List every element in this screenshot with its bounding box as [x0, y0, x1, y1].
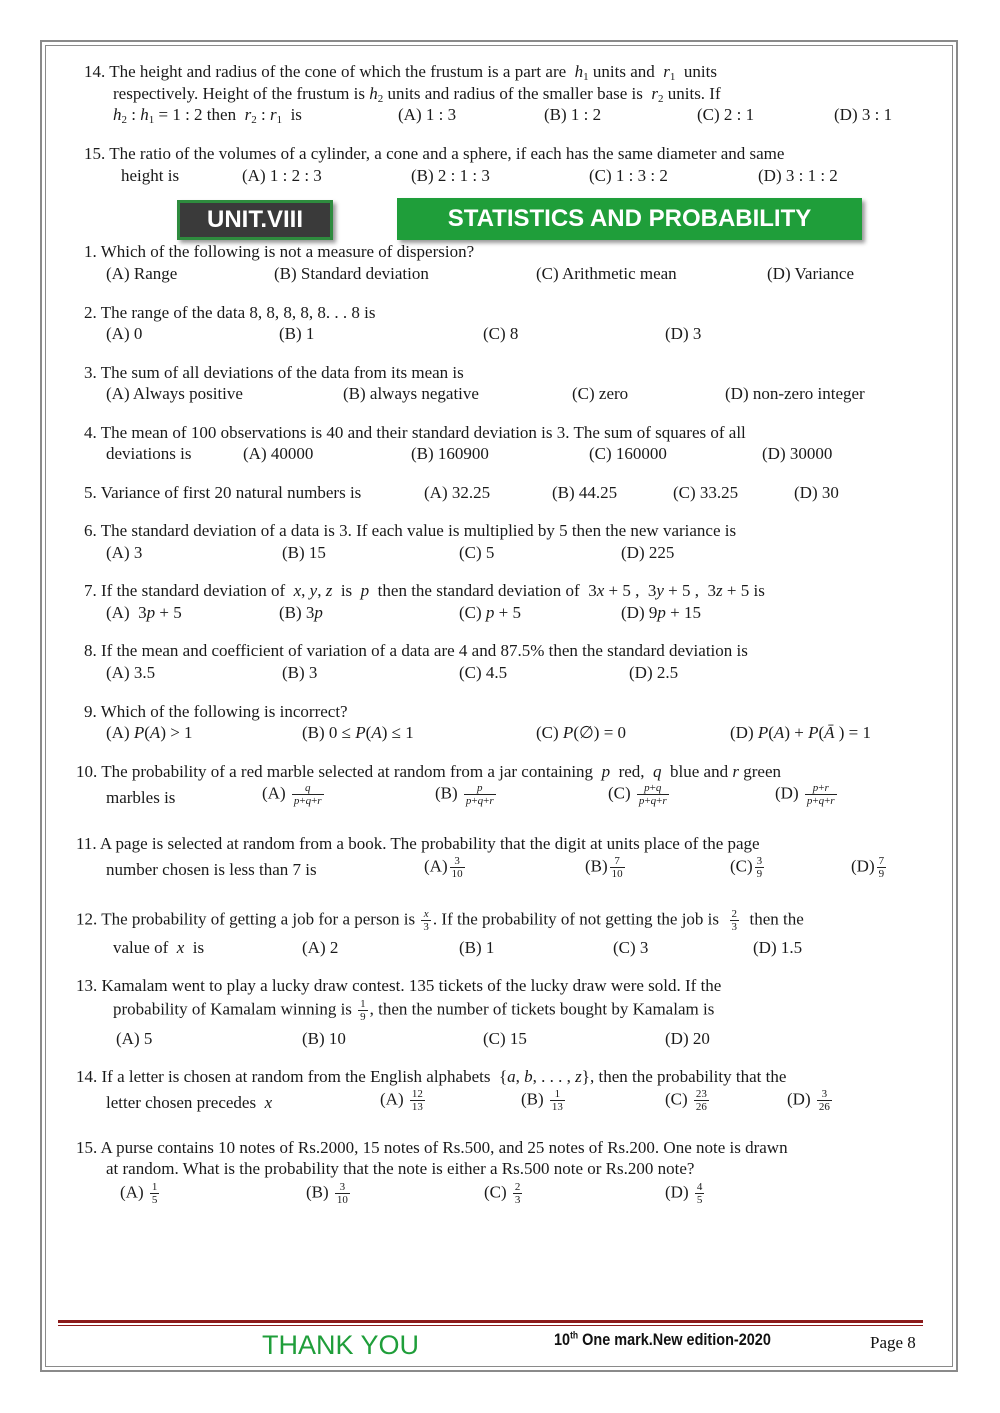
prev-q14-option-b[interactable]: (B) 1 : 2: [544, 105, 602, 124]
q2-option-d[interactable]: (D) 3: [665, 324, 702, 343]
q9-option-b[interactable]: (B) 0 ≤ P(A) ≤ 1: [302, 723, 414, 742]
prev-q15-line1: 15. The ratio of the volumes of a cylinder, a cone and a sphere, if each has the same diameter and same: [84, 144, 785, 163]
q7-option-b[interactable]: (B) 3p: [279, 603, 323, 622]
q15-option-a[interactable]: (A) $\frac{1}{5}$: [120, 1181, 158, 1206]
prev-q15-option-d[interactable]: (D) 3 : 1 : 2: [758, 166, 838, 185]
footer-divider: [58, 1320, 923, 1323]
q5-option-b[interactable]: (B) 44.25: [552, 483, 618, 502]
question-12-line2: value of x is: [113, 938, 205, 957]
q13-option-c[interactable]: (C) 15: [483, 1029, 527, 1048]
q14-option-a[interactable]: (A) $\frac{12}{13}$: [380, 1088, 423, 1113]
q11-option-c[interactable]: (C) $\frac{3}{9}$: [730, 855, 763, 880]
q8-option-d[interactable]: (D) 2.5: [629, 663, 679, 682]
q13-option-b[interactable]: (B) 10: [302, 1029, 346, 1048]
q8-option-a[interactable]: (A) 3.5: [106, 663, 156, 682]
q14-option-d[interactable]: (D) $\frac{3}{26}$: [787, 1088, 830, 1113]
q11-option-d[interactable]: (D) $\frac{7}{9}$: [851, 855, 885, 880]
q10-option-c[interactable]: (C) $\frac{p+q}{p+q+r}$: [608, 782, 667, 807]
q7-option-a[interactable]: (A) 3p + 5: [106, 603, 182, 622]
question-6: 6. The standard deviation of a data is 3. If each value is multiplied by 5 then the new variance is: [84, 521, 737, 540]
q13-option-d[interactable]: (D) 20: [665, 1029, 710, 1048]
page-number: Page 8: [870, 1333, 916, 1352]
q1-option-d[interactable]: (D) Variance: [767, 264, 855, 283]
prev-q14-option-d[interactable]: (D) 3 : 1: [834, 105, 893, 124]
question-13-line2: probability of Kamalam winning is $\frac{1}{9}$ , then the number of tickets bought by Kamalam is: [113, 998, 715, 1023]
question-11: 11. A page is selected at random from a book. The probability that the digit at units place of the page: [76, 834, 760, 853]
q1-option-a[interactable]: (A) Range: [106, 264, 178, 283]
edition-label: 10th One mark.New edition-2020: [554, 1330, 771, 1349]
unit-title: STATISTICS AND PROBABILITY: [397, 198, 862, 240]
question-15-line2: at random. What is the probability that the note is either a Rs.500 note or Rs.200 note?: [106, 1159, 695, 1178]
q15-option-b[interactable]: (B) $\frac{3}{10}$: [306, 1181, 348, 1206]
question-3: 3. The sum of all deviations of the data from its mean is: [84, 363, 464, 382]
q14-option-b[interactable]: (B) $\frac{1}{13}$: [521, 1088, 563, 1113]
q5-option-c[interactable]: (C) 33.25: [673, 483, 739, 502]
prev-q15-option-a[interactable]: (A) 1 : 2 : 3: [242, 166, 322, 185]
footer-divider-thin: [58, 1325, 923, 1326]
question-1: 1. Which of the following is not a measure of dispersion?: [84, 242, 475, 261]
prev-q14-option-c[interactable]: (C) 2 : 1: [697, 105, 755, 124]
q4-option-c[interactable]: (C) 160000: [589, 444, 667, 463]
q11-option-a[interactable]: (A) $\frac{3}{10}$: [424, 855, 463, 880]
question-5: 5. Variance of first 20 natural numbers is: [84, 483, 362, 502]
q12-option-d[interactable]: (D) 1.5: [753, 938, 803, 957]
prev-q14-line1: 14. The height and radius of the cone of which the frustum is a part are $h_1$ units and $r_1$ units: [84, 62, 717, 83]
q3-option-b[interactable]: (B) always negative: [343, 384, 479, 403]
question-14-line2: letter chosen precedes x: [106, 1093, 273, 1112]
q12-option-c[interactable]: (C) 3: [613, 938, 649, 957]
prev-q15-line2: height is: [121, 166, 180, 185]
q15-option-c[interactable]: (C) $\frac{2}{3}$: [484, 1181, 521, 1206]
q10-option-b[interactable]: (B) $\frac{p}{p+q+r}$: [435, 782, 494, 807]
question-13: 13. Kamalam went to play a lucky draw contest. 135 tickets of the lucky draw were sold. If the: [76, 976, 722, 995]
q9-option-d[interactable]: (D) P(A) + P(Ā ) = 1: [730, 723, 872, 742]
q14-option-c[interactable]: (C) $\frac{23}{26}$: [665, 1088, 707, 1113]
thank-you-text: THANK YOU: [262, 1330, 420, 1360]
question-7: 7. If the standard deviation of x, y, z is p then the standard deviation of 3x + 5 , 3y + 5 , 3z + 5 is: [84, 581, 765, 600]
q6-option-b[interactable]: (B) 15: [282, 543, 326, 562]
q3-option-d[interactable]: (D) non-zero integer: [725, 384, 865, 403]
prev-q15-option-c[interactable]: (C) 1 : 3 : 2: [589, 166, 668, 185]
question-15: 15. A purse contains 10 notes of Rs.2000, 15 notes of Rs.500, and 25 notes of Rs.200. One note is drawn: [76, 1138, 788, 1157]
question-10: 10. The probability of a red marble selected at random from a jar containing p red, q blue and r green: [76, 762, 781, 781]
q9-option-c[interactable]: (C) P(∅) = 0: [536, 723, 627, 742]
q12-option-b[interactable]: (B) 1: [459, 938, 495, 957]
unit-badge: UNIT.VIII: [177, 200, 333, 240]
q5-option-d[interactable]: (D) 30: [794, 483, 839, 502]
q7-option-c[interactable]: (C) p + 5: [459, 603, 522, 622]
q10-option-a[interactable]: (A) $\frac{q}{p+q+r}$: [262, 782, 322, 807]
q15-option-d[interactable]: (D) $\frac{4}{5}$: [665, 1181, 703, 1206]
q4-option-d[interactable]: (D) 30000: [762, 444, 833, 463]
prev-q15-option-b[interactable]: (B) 2 : 1 : 3: [411, 166, 490, 185]
question-11-line2: number chosen is less than 7 is: [106, 860, 317, 879]
question-10-line2: marbles is: [106, 788, 176, 807]
q5-option-a[interactable]: (A) 32.25: [424, 483, 491, 502]
q1-option-c[interactable]: (C) Arithmetic mean: [536, 264, 677, 283]
q4-option-b[interactable]: (B) 160900: [411, 444, 489, 463]
question-14: 14. If a letter is chosen at random from the English alphabets {a, b, . . . , z}, then the probability that the: [76, 1067, 787, 1086]
q8-option-c[interactable]: (C) 4.5: [459, 663, 508, 682]
q6-option-a[interactable]: (A) 3: [106, 543, 143, 562]
prev-q14-ratio: $h_2$ : $h_1 = 1$ : 2 then $r_2$ : $r_1$ is: [113, 105, 302, 126]
q2-option-b[interactable]: (B) 1: [279, 324, 315, 343]
q6-option-c[interactable]: (C) 5: [459, 543, 495, 562]
q6-option-d[interactable]: (D) 225: [621, 543, 675, 562]
prev-q14-line2: respectively. Height of the frustum is $h_2$ units and radius of the smaller base is $r_2$ units. If: [113, 84, 721, 105]
question-4: 4. The mean of 100 observations is 40 and their standard deviation is 3. The sum of squares of all: [84, 423, 746, 442]
question-2: 2. The range of the data 8, 8, 8, 8, 8. . . 8 is: [84, 303, 376, 322]
q9-option-a[interactable]: (A) P(A) > 1: [106, 723, 193, 742]
q3-option-c[interactable]: (C) zero: [572, 384, 629, 403]
q4-option-a[interactable]: (A) 40000: [243, 444, 314, 463]
q2-option-c[interactable]: (C) 8: [483, 324, 519, 343]
q2-option-a[interactable]: (A) 0: [106, 324, 143, 343]
q12-option-a[interactable]: (A) 2: [302, 938, 339, 957]
q3-option-a[interactable]: (A) Always positive: [106, 384, 243, 403]
q7-option-d[interactable]: (D) 9p + 15: [621, 603, 701, 622]
prev-q14-option-a[interactable]: (A) 1 : 3: [398, 105, 457, 124]
question-8: 8. If the mean and coefficient of variation of a data are 4 and 87.5% then the standard deviation is: [84, 641, 748, 660]
q1-option-b[interactable]: (B) Standard deviation: [274, 264, 429, 283]
question-4-line2: deviations is: [106, 444, 192, 463]
question-9: 9. Which of the following is incorrect?: [84, 702, 348, 721]
q10-option-d[interactable]: (D) $\frac{p+r}{p+q+r}$: [775, 782, 835, 807]
question-12: 12. The probability of getting a job for a person is $\frac{x}{3}$ . If the probability of not getting the job is $\frac{2}{3}$ then the: [76, 908, 804, 933]
q11-option-b[interactable]: (B) $\frac{7}{10}$: [585, 855, 623, 880]
q13-option-a[interactable]: (A) 5: [116, 1029, 153, 1048]
q8-option-b[interactable]: (B) 3: [282, 663, 318, 682]
